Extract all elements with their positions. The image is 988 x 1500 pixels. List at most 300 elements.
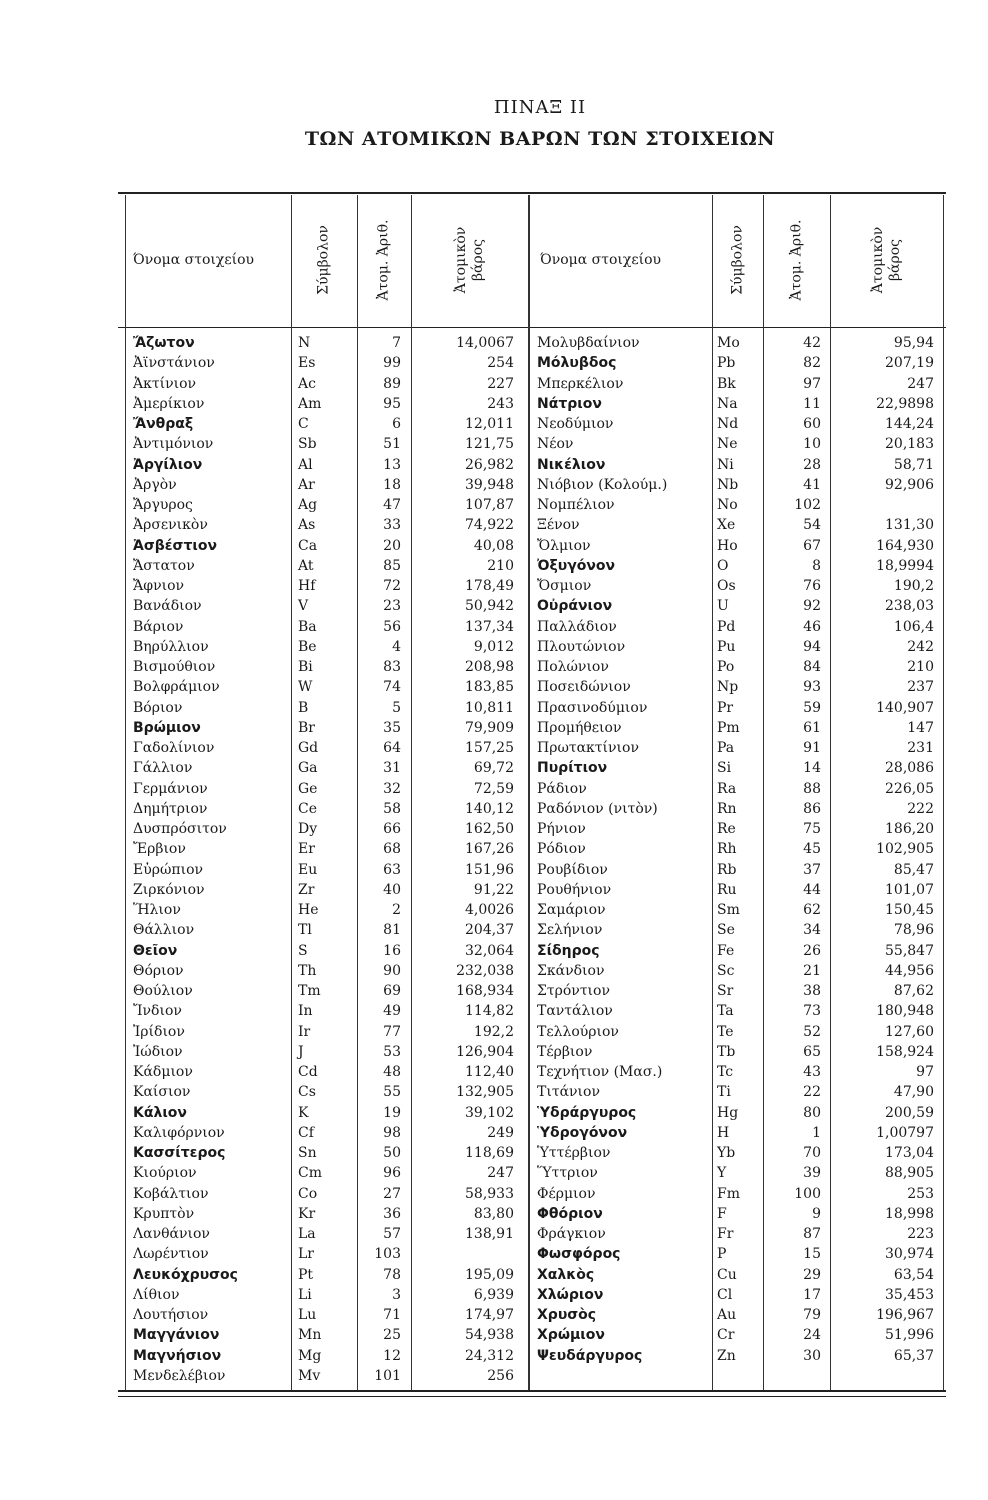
atomic-number: 31	[383, 760, 401, 777]
element-name: Τέρβιον	[537, 1043, 593, 1060]
table-row	[0, 1366, 988, 1386]
atomic-number: 103	[374, 1246, 401, 1263]
element-symbol: As	[298, 517, 316, 534]
atomic-weight: 140,12	[465, 800, 514, 817]
element-symbol: Mv	[298, 1367, 321, 1384]
element-name: Βολφράμιον	[133, 679, 220, 696]
element-symbol: Ag	[298, 497, 318, 513]
atomic-number: 101	[374, 1367, 401, 1384]
header-atomic-number-right: Ἀτομ. Ἀριθ.	[788, 219, 804, 301]
table-row	[0, 799, 988, 819]
atomic-weight: 18,9994	[876, 557, 934, 574]
element-name: Βρώμιον	[133, 719, 201, 736]
element-symbol: Pm	[717, 719, 740, 736]
element-name: Λίθιον	[133, 1286, 180, 1303]
element-symbol: Br	[298, 719, 315, 736]
atomic-weight: 101,07	[885, 881, 934, 898]
atomic-number: 34	[803, 922, 821, 939]
atomic-weight: 138,91	[465, 1226, 514, 1242]
element-name: Γαδολίνιον	[133, 740, 215, 756]
table-row	[0, 556, 988, 576]
element-name: Ὑδράργυρος	[537, 1104, 637, 1121]
atomic-number: 15	[803, 1246, 821, 1263]
atomic-weight: 106,4	[893, 618, 934, 635]
atomic-number: 70	[803, 1145, 821, 1161]
element-name: Βηρύλλιον	[133, 638, 209, 655]
table-number: ΠΙΝΑΞ ΙΙ	[493, 97, 587, 118]
atomic-weight: 26,982	[465, 456, 514, 473]
atomic-number: 6	[392, 416, 401, 432]
element-symbol: C	[298, 416, 309, 432]
atomic-weight: 131,30	[885, 517, 934, 534]
element-name: Ξένον	[537, 517, 580, 534]
atomic-number: 99	[383, 355, 401, 372]
element-name: Ἥλιον	[133, 902, 181, 918]
element-symbol: Ir	[298, 1023, 311, 1040]
atomic-weight: 85,47	[893, 861, 934, 878]
table-row	[0, 1244, 988, 1264]
atomic-weight: 137,34	[465, 618, 514, 635]
atomic-number: 42	[803, 335, 821, 351]
element-name: Ρόδιον	[537, 841, 586, 858]
element-name: Μαγγάνιον	[133, 1327, 220, 1344]
atomic-weight: 247	[487, 1165, 514, 1182]
atomic-number: 90	[383, 962, 401, 979]
atomic-number: 22	[803, 1084, 821, 1101]
atomic-number: 19	[383, 1104, 401, 1121]
atomic-number: 73	[803, 1003, 821, 1020]
table-row	[0, 353, 988, 373]
atomic-weight: 164,930	[876, 537, 934, 554]
element-name: Ψευδάργυρος	[537, 1347, 643, 1364]
atomic-weight: 178,49	[465, 578, 514, 594]
table-row	[0, 1123, 988, 1143]
table-row	[0, 677, 988, 697]
element-name: Πρασινοδύμιον	[537, 699, 648, 716]
atomic-number: 44	[803, 881, 821, 898]
element-symbol: Au	[717, 1307, 737, 1323]
atomic-weight: 30,974	[885, 1246, 934, 1263]
element-name: Στρόντιον	[537, 983, 610, 999]
element-name: Ταντάλιον	[537, 1003, 613, 1020]
element-symbol: Sr	[717, 983, 734, 999]
element-symbol: Bi	[298, 659, 313, 675]
element-name: Ἄργυρος	[133, 497, 193, 513]
element-name: Ἀργὸν	[133, 476, 177, 493]
element-name: Ἰώδιον	[133, 1043, 183, 1060]
element-symbol: Yb	[717, 1145, 736, 1161]
atomic-weight: 192,2	[473, 1023, 514, 1040]
atomic-number: 59	[803, 699, 821, 716]
atomic-number: 48	[383, 1064, 401, 1080]
element-name: Φράγκιον	[537, 1226, 606, 1242]
element-name: Δυσπρόσιτον	[133, 821, 227, 837]
element-symbol: Ta	[717, 1003, 734, 1020]
element-symbol: Rn	[717, 800, 737, 817]
table-row	[0, 374, 988, 394]
atomic-number: 3	[392, 1286, 401, 1303]
atomic-weight: 118,69	[465, 1145, 514, 1161]
element-name: Χρώμιον	[537, 1327, 605, 1344]
element-name: Κάλιον	[133, 1104, 187, 1121]
atomic-number: 53	[383, 1043, 401, 1060]
element-symbol: Ce	[298, 800, 317, 817]
atomic-number: 76	[803, 578, 821, 594]
header-atomic-number-left: Ἀτομ. Ἀριθ.	[375, 219, 392, 301]
element-symbol: Ba	[298, 618, 317, 635]
atomic-number: 28	[803, 456, 821, 473]
atomic-number: 25	[383, 1327, 401, 1344]
element-symbol: Bk	[717, 375, 736, 392]
atomic-number: 74	[383, 679, 401, 696]
element-name: Πολώνιον	[537, 659, 609, 675]
atomic-number: 51	[383, 436, 401, 453]
table-row	[0, 495, 988, 515]
table-row	[0, 515, 988, 535]
element-name: Χαλκὸς	[537, 1266, 595, 1283]
atomic-weight: 65,37	[893, 1347, 934, 1364]
atomic-number: 37	[803, 861, 821, 878]
atomic-weight: 58,933	[465, 1185, 514, 1202]
atomic-number: 72	[383, 578, 401, 594]
element-name: Γερμάνιον	[133, 780, 208, 797]
element-symbol: Tb	[717, 1043, 736, 1060]
atomic-number: 87	[803, 1226, 821, 1242]
element-symbol: Am	[298, 395, 322, 412]
atomic-number: 16	[383, 942, 401, 959]
element-name: Τεχνήτιον (Μασ.)	[537, 1064, 663, 1080]
table-row	[0, 475, 988, 495]
atomic-number: 40	[383, 881, 401, 898]
element-name: Ἀσβέστιον	[133, 537, 217, 554]
atomic-weight: 114,82	[465, 1003, 514, 1020]
element-symbol: Si	[717, 760, 732, 777]
atomic-weight: 242	[907, 638, 934, 655]
atomic-number: 11	[803, 395, 821, 412]
element-name: Φέρμιον	[537, 1185, 596, 1202]
element-symbol: Ti	[717, 1084, 731, 1101]
element-name: Ραδόνιον (νιτὸν)	[537, 800, 658, 817]
atomic-weight: 47,90	[893, 1084, 934, 1101]
atomic-weight: 180,948	[876, 1003, 934, 1020]
header-element-name-right: Όνομα στοιχείου	[540, 252, 662, 268]
atomic-number: 64	[383, 740, 401, 756]
element-name: Χλώριον	[537, 1286, 604, 1303]
atomic-number: 78	[383, 1266, 401, 1283]
atomic-weight: 91,22	[473, 881, 514, 898]
header-atomic-weight-left: Ἀτομικὸν βάρος	[452, 226, 486, 294]
atomic-weight: 4,0026	[465, 902, 514, 918]
atomic-weight: 14,0067	[456, 335, 514, 351]
element-name: Ἴνδιον	[133, 1003, 182, 1020]
atomic-number: 12	[383, 1347, 401, 1364]
atomic-number: 9	[812, 1205, 821, 1222]
header-symbol-right: Σύμβολον	[729, 225, 745, 295]
atomic-weight: 44,956	[885, 962, 934, 979]
atomic-number: 98	[383, 1124, 401, 1141]
element-symbol: Cr	[717, 1327, 735, 1344]
table-row	[0, 1285, 988, 1305]
element-symbol: F	[717, 1205, 727, 1222]
table-row	[0, 900, 988, 920]
element-name: Ἀρσενικὸν	[133, 517, 208, 534]
table-row	[0, 981, 988, 1001]
atomic-weight: 158,924	[876, 1043, 934, 1060]
atomic-number: 97	[803, 375, 821, 392]
element-name: Γάλλιον	[133, 760, 193, 777]
element-name: Προμήθειον	[537, 719, 622, 736]
table-row	[0, 779, 988, 799]
element-symbol: Pd	[717, 618, 736, 635]
atomic-number: 67	[803, 537, 821, 554]
atomic-weight: 132,905	[456, 1084, 514, 1101]
table-row	[0, 637, 988, 657]
element-name: Φωσφόρος	[537, 1246, 621, 1263]
element-symbol: Ni	[717, 456, 734, 473]
atomic-number: 29	[803, 1266, 821, 1283]
table-bottom-rule-2	[118, 1396, 946, 1397]
element-name: Βόριον	[133, 699, 183, 716]
element-name: Λευκόχρυσος	[133, 1266, 238, 1283]
element-name: Σκάνδιον	[537, 962, 605, 979]
element-name: Κάδμιον	[133, 1064, 193, 1080]
element-name: Μόλυβδος	[537, 355, 617, 372]
table-row	[0, 596, 988, 616]
table-row	[0, 839, 988, 859]
atomic-number: 14	[803, 760, 821, 777]
atomic-weight: 195,09	[465, 1266, 514, 1283]
atomic-weight: 162,50	[465, 821, 514, 837]
element-symbol: Nb	[717, 476, 739, 493]
atomic-weight: 207,19	[885, 355, 934, 372]
atomic-number: 4	[392, 638, 401, 655]
element-name: Νιόβιον (Κολούμ.)	[537, 476, 668, 493]
element-symbol: Ga	[298, 760, 318, 777]
atomic-number: 39	[803, 1165, 821, 1182]
element-symbol: Y	[717, 1165, 727, 1182]
atomic-number: 8	[812, 557, 821, 574]
atomic-number: 54	[803, 517, 821, 534]
element-symbol: Cf	[298, 1124, 314, 1141]
table-row	[0, 920, 988, 940]
atomic-weight: 39,948	[465, 476, 514, 493]
element-name: Νέον	[537, 436, 574, 453]
atomic-weight: 174,97	[465, 1307, 514, 1323]
atomic-number: 52	[803, 1023, 821, 1040]
atomic-weight: 186,20	[885, 821, 934, 837]
element-symbol: Ho	[717, 537, 738, 554]
atomic-weight: 223	[907, 1226, 934, 1242]
header-atomic-weight-right: Ἀτομικὸν βάρος	[869, 226, 903, 294]
atomic-weight: 79,909	[465, 719, 514, 736]
atomic-weight: 167,26	[465, 841, 514, 858]
element-name: Τελλούριον	[537, 1023, 619, 1040]
atomic-number: 24	[803, 1327, 821, 1344]
element-name: Πυρίτιον	[537, 760, 608, 777]
element-name: Ποσειδώνιον	[537, 679, 631, 696]
atomic-weight: 253	[907, 1185, 934, 1202]
atomic-number: 32	[383, 780, 401, 797]
atomic-weight: 254	[487, 355, 514, 372]
atomic-weight: 58,71	[893, 456, 934, 473]
atomic-weight: 69,72	[473, 760, 514, 777]
atomic-number: 96	[383, 1165, 401, 1182]
table-row	[0, 617, 988, 637]
element-name: Θεῖον	[133, 942, 178, 959]
atomic-weight: 83,80	[473, 1205, 514, 1222]
atomic-weight: 54,938	[465, 1327, 514, 1344]
atomic-number: 21	[803, 962, 821, 979]
atomic-weight: 87,62	[893, 983, 934, 999]
element-symbol: Hf	[298, 578, 316, 594]
table-row	[0, 1325, 988, 1345]
atomic-number: 75	[803, 821, 821, 837]
atomic-weight: 35,453	[885, 1286, 934, 1303]
element-name: Οὐράνιον	[537, 598, 613, 615]
atomic-weight: 121,75	[465, 436, 514, 453]
table-row	[0, 758, 988, 778]
atomic-number: 58	[383, 800, 401, 817]
element-symbol: Pb	[717, 355, 736, 372]
table-row	[0, 1204, 988, 1224]
table-row	[0, 1224, 988, 1244]
element-symbol: Mg	[298, 1347, 322, 1364]
table-bottom-rule	[118, 1390, 946, 1392]
atomic-weight: 256	[487, 1367, 514, 1384]
element-symbol: Es	[298, 355, 316, 372]
element-name: Θάλλιον	[133, 922, 195, 939]
atomic-weight: 12,011	[465, 416, 514, 432]
atomic-number: 79	[803, 1307, 821, 1323]
atomic-weight: 249	[487, 1124, 514, 1141]
element-symbol: Fr	[717, 1226, 734, 1242]
atomic-weight: 95,94	[893, 335, 934, 351]
element-name: Κρυπτὸν	[133, 1205, 195, 1222]
table-row	[0, 738, 988, 758]
atomic-number: 91	[803, 740, 821, 756]
atomic-number: 71	[383, 1307, 401, 1323]
element-name: Ἀϊνστάνιον	[133, 355, 215, 372]
element-symbol: Li	[298, 1286, 312, 1303]
element-symbol: O	[717, 557, 729, 574]
atomic-weight: 237	[907, 679, 934, 696]
element-name: Δημήτριον	[133, 800, 208, 817]
table-row	[0, 1143, 988, 1163]
table-row	[0, 455, 988, 475]
atomic-weight: 107,87	[465, 497, 514, 513]
atomic-number: 49	[383, 1003, 401, 1020]
element-symbol: Dy	[298, 821, 318, 837]
atomic-weight: 150,45	[885, 902, 934, 918]
element-name: Ἔρβιον	[133, 841, 186, 858]
atomic-number: 41	[803, 476, 821, 493]
atomic-number: 18	[383, 476, 401, 493]
element-name: Ἀντιμόνιον	[133, 436, 214, 453]
element-symbol: Cd	[298, 1064, 318, 1080]
atomic-number: 45	[803, 841, 821, 858]
table-row	[0, 1103, 988, 1123]
atomic-weight: 6,939	[473, 1286, 514, 1303]
table-row	[0, 1163, 988, 1183]
element-name: Ὄσμιον	[537, 578, 592, 594]
atomic-weight: 168,934	[456, 983, 514, 999]
element-symbol: Pt	[298, 1266, 314, 1283]
atomic-number: 94	[803, 638, 821, 655]
atomic-number: 66	[383, 821, 401, 837]
element-symbol: Sc	[717, 962, 735, 979]
element-symbol: Pa	[717, 740, 735, 756]
element-name: Ἄστατον	[133, 557, 195, 574]
atomic-weight: 210	[907, 659, 934, 675]
element-symbol: At	[298, 557, 314, 574]
atomic-number: 33	[383, 517, 401, 534]
atomic-number: 100	[794, 1185, 821, 1202]
table-row	[0, 536, 988, 556]
element-name: Ὄλμιον	[537, 537, 591, 554]
element-name: Μπερκέλιον	[537, 375, 624, 392]
table-row	[0, 1082, 988, 1102]
element-name: Ζιρκόνιον	[133, 881, 205, 898]
element-name: Ὑττέρβιον	[537, 1145, 611, 1161]
atomic-number: 50	[383, 1145, 401, 1161]
element-symbol: H	[717, 1124, 730, 1141]
element-name: Πλουτώνιον	[537, 638, 626, 655]
element-symbol: Np	[717, 679, 739, 696]
atomic-number: 55	[383, 1084, 401, 1101]
atomic-number: 47	[383, 497, 401, 513]
element-symbol: Ar	[298, 476, 315, 493]
element-symbol: Pu	[717, 638, 736, 655]
element-symbol: Er	[298, 841, 315, 858]
atomic-number: 69	[383, 983, 401, 999]
element-name: Νομπέλιον	[537, 497, 615, 513]
atomic-weight: 126,904	[456, 1043, 514, 1060]
element-name: Παλλάδιον	[537, 618, 617, 635]
element-symbol: Al	[298, 456, 313, 473]
element-symbol: He	[298, 902, 319, 918]
element-name: Κασσίτερος	[133, 1145, 226, 1161]
element-symbol: Ne	[717, 436, 738, 453]
element-name: Ὕττριον	[537, 1165, 598, 1182]
table-row	[0, 698, 988, 718]
element-name: Ἀργίλιον	[133, 456, 203, 473]
atomic-number: 17	[803, 1286, 821, 1303]
atomic-number: 35	[383, 719, 401, 736]
atomic-number: 7	[392, 335, 401, 351]
atomic-weight: 92,906	[885, 476, 934, 493]
element-symbol: Tc	[717, 1064, 734, 1080]
atomic-number: 1	[812, 1124, 821, 1141]
element-name: Ράδιον	[537, 780, 587, 797]
atomic-number: 68	[383, 841, 401, 858]
element-symbol: Sb	[298, 436, 317, 453]
atomic-weight: 112,40	[465, 1064, 514, 1080]
atomic-weight: 204,37	[465, 922, 514, 939]
element-name: Βάριον	[133, 618, 184, 635]
element-symbol: Rh	[717, 841, 737, 858]
atomic-number: 20	[383, 537, 401, 554]
atomic-number: 38	[803, 983, 821, 999]
element-symbol: Ge	[298, 780, 318, 797]
table-row	[0, 1265, 988, 1285]
element-name: Πρωτακτίνιον	[537, 740, 639, 756]
table-row	[0, 1001, 988, 1021]
element-symbol: Re	[717, 821, 736, 837]
element-name: Ἀμερίκιον	[133, 395, 205, 412]
element-symbol: La	[298, 1226, 316, 1242]
element-name: Ἄνθραξ	[133, 416, 194, 432]
table-row	[0, 941, 988, 961]
